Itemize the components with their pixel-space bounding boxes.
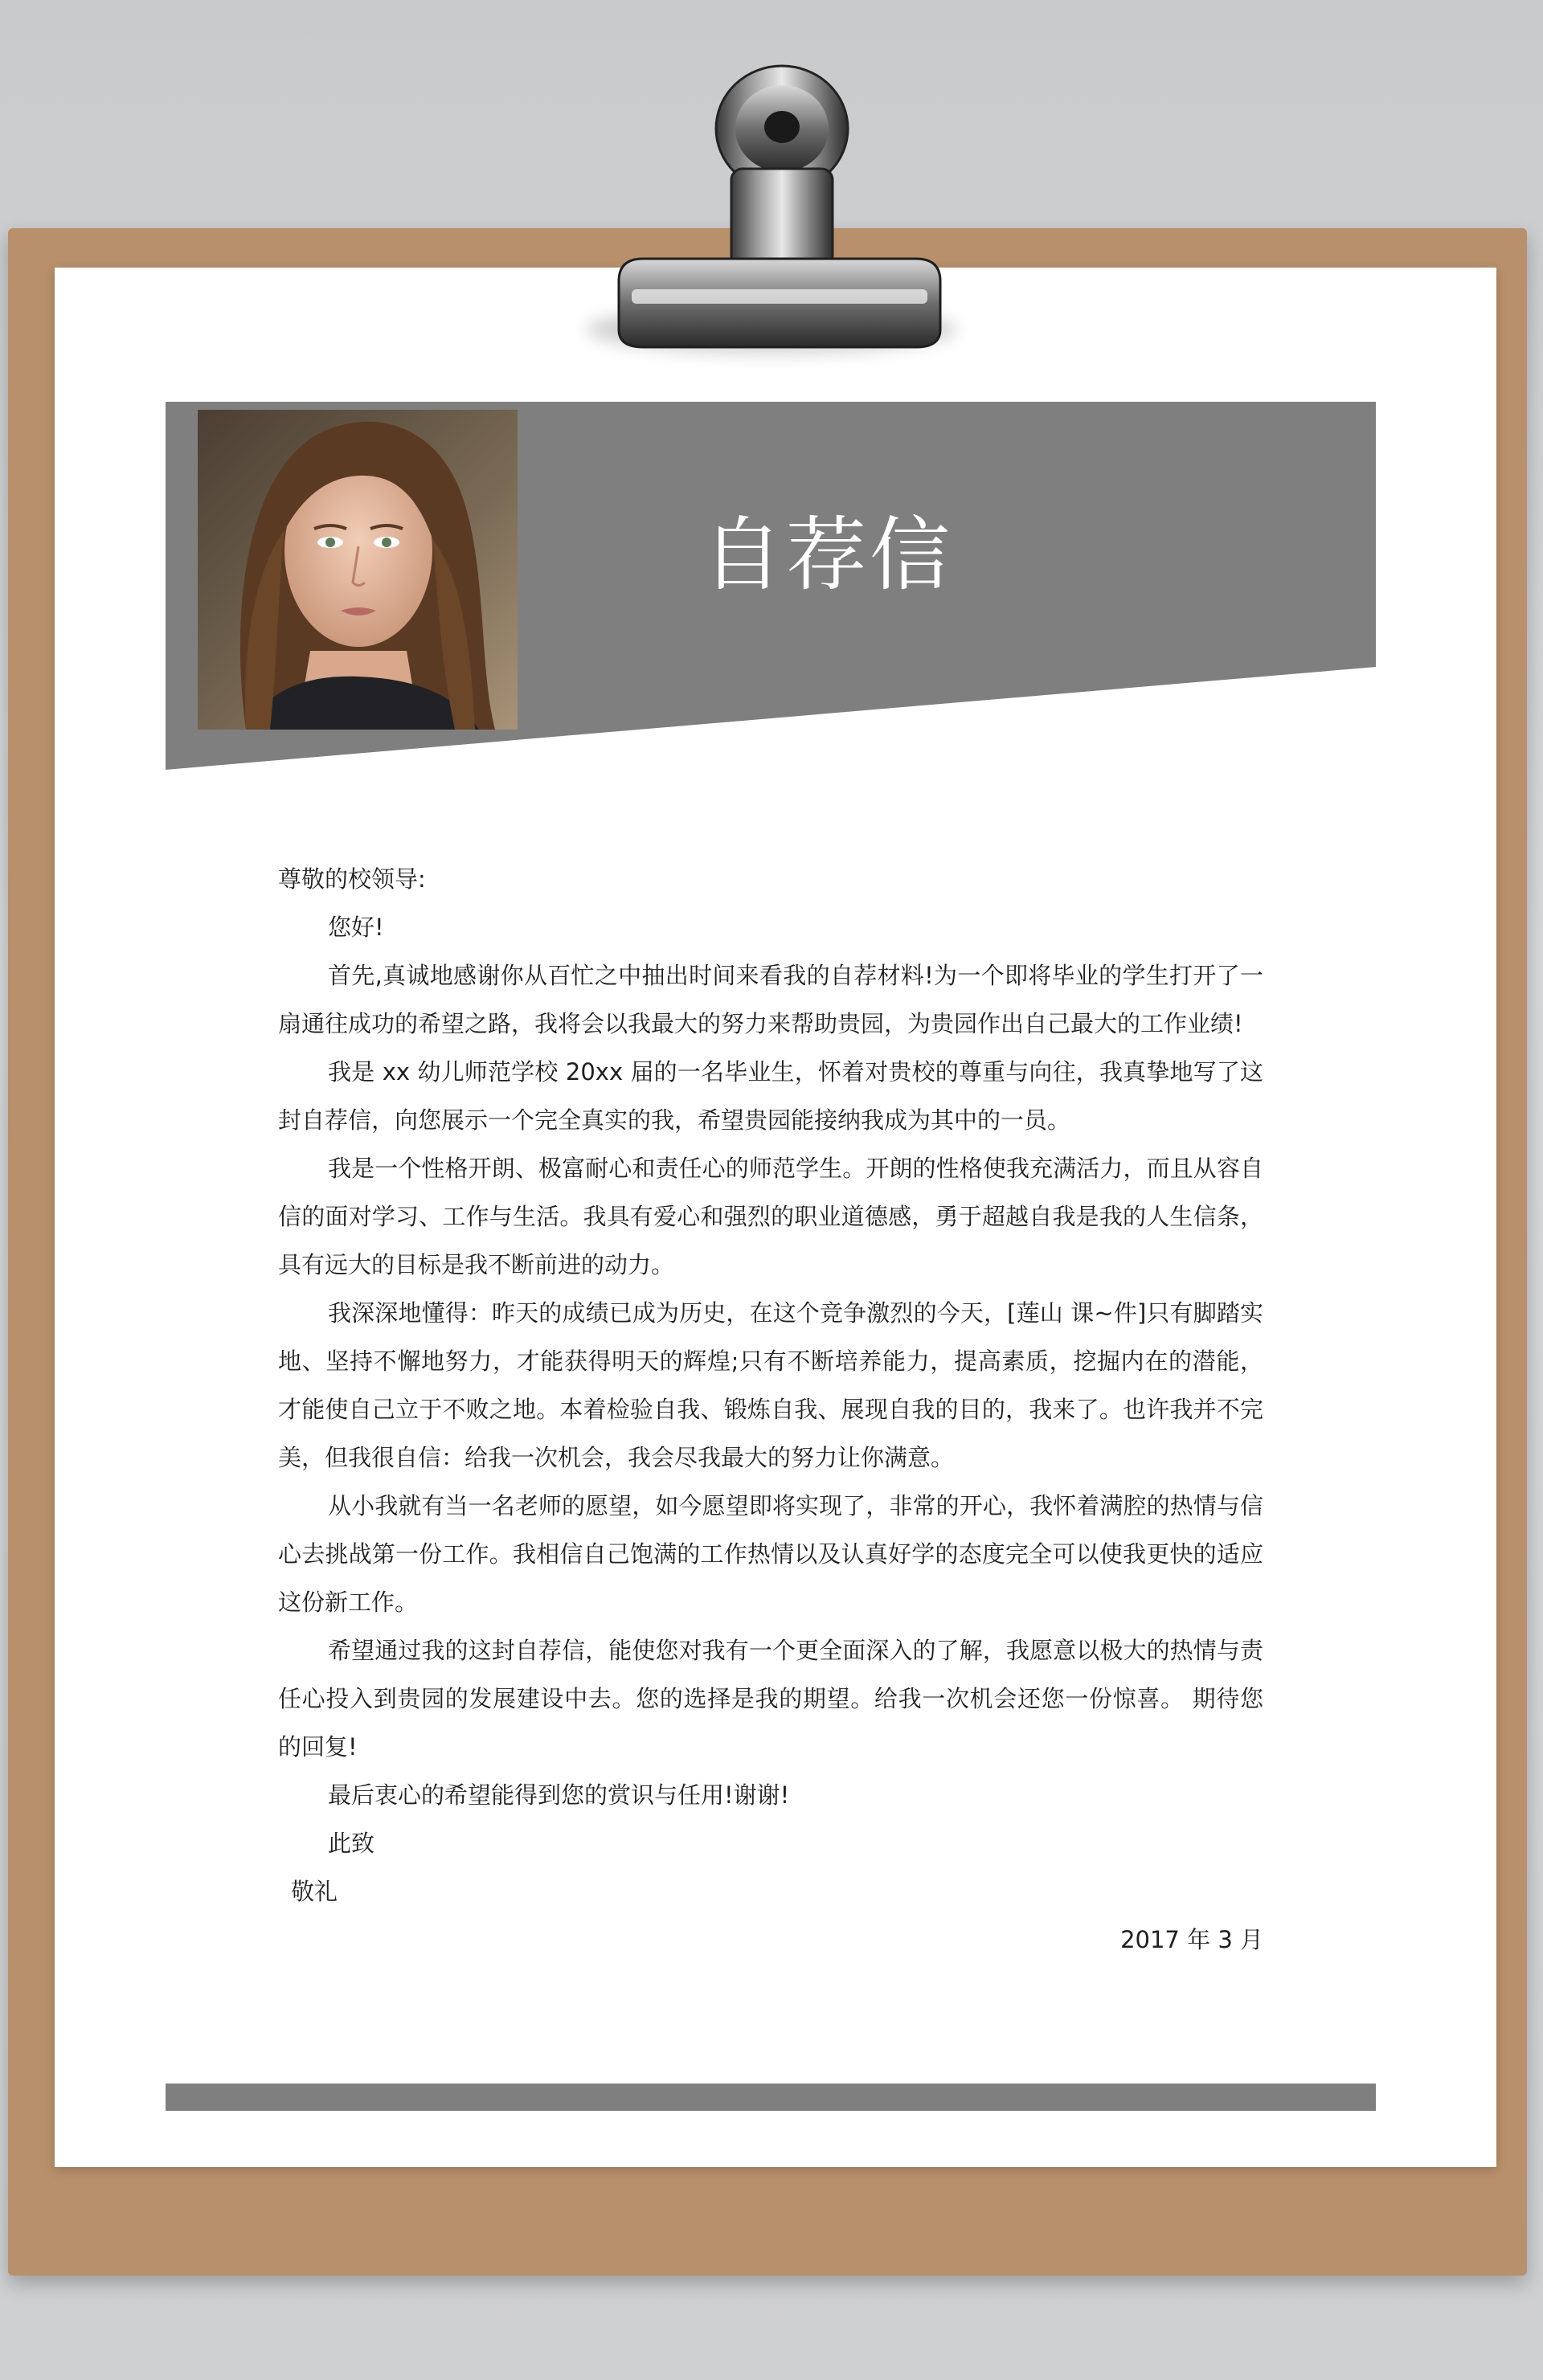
- letter-greeting: 尊敬的校领导:: [278, 865, 426, 893]
- letter-paragraph: 首先,真诚地感谢你从百忙之中抽出时间来看我的自荐材料!为一个即将毕业的学生打开了一扇通往成功的希望之路，我将会以我最大的努力来帮助贵园，为贵园作出自己最大的工作业绩!: [278, 962, 1263, 1037]
- letter-paragraph: 最后衷心的希望能得到您的赏识与任用!谢谢!: [328, 1781, 790, 1809]
- footer-bar: [166, 2084, 1376, 2111]
- letter-paragraph: 我是 xx 幼儿师范学校 20xx 届的一名毕业生，怀着对贵校的尊重与向往，我真挚地写了这封自荐信，向您展示一个完全真实的我，希望贵园能接纳我成为其中的一员。: [278, 1058, 1263, 1134]
- letter-paragraph: 我深深地懂得：昨天的成绩已成为历史，在这个竞争激烈的今天，[莲山 课~件]只有脚踏实地、坚持不懈地努力，才能获得明天的辉煌;只有不断培养能力，提高素质，挖掘内在的潜能，才能使自己立于不败之地。本着检验自我、锻炼自我、展现自我的目的，我来了。也许我并不完美，但我很自信：给我一次机会，我会尽我最大的努力让你满意。: [278, 1299, 1263, 1471]
- letter-salute: 敬礼: [291, 1878, 338, 1905]
- letter-closing: 此致: [328, 1830, 375, 1857]
- letter-paragraph: 从小我就有当一名老师的愿望，如今愿望即将实现了，非常的开心，我怀着满腔的热情与信心去挑战第一份工作。我相信自己饱满的工作热情以及认真好学的态度完全可以使我更快的适应这份新工作。: [278, 1492, 1263, 1616]
- letter-hello: 您好!: [328, 914, 384, 941]
- letter-date: 2017 年 3 月: [1120, 1926, 1263, 1953]
- letter-paragraph: 希望通过我的这封自荐信，能使您对我有一个更全面深入的了解，我愿意以极大的热情与责任心投入到贵园的发展建设中去。您的选择是我的期望。给我一次机会还您一份惊喜。 期待您的回复!: [278, 1637, 1263, 1760]
- binder-clip-icon: [611, 48, 948, 354]
- letter-paragraph: 我是一个性格开朗、极富耐心和责任心的师范学生。开朗的性格使我充满活力，而且从容自信的面对学习、工作与生活。我具有爱心和强烈的职业道德感，勇于超越自我是我的人生信条，具有远大的目标是我不断前进的动力。: [278, 1155, 1263, 1278]
- letter-body: [278, 855, 1263, 1964]
- applicant-photo: [198, 410, 518, 730]
- page-title: 自荐信: [702, 508, 953, 602]
